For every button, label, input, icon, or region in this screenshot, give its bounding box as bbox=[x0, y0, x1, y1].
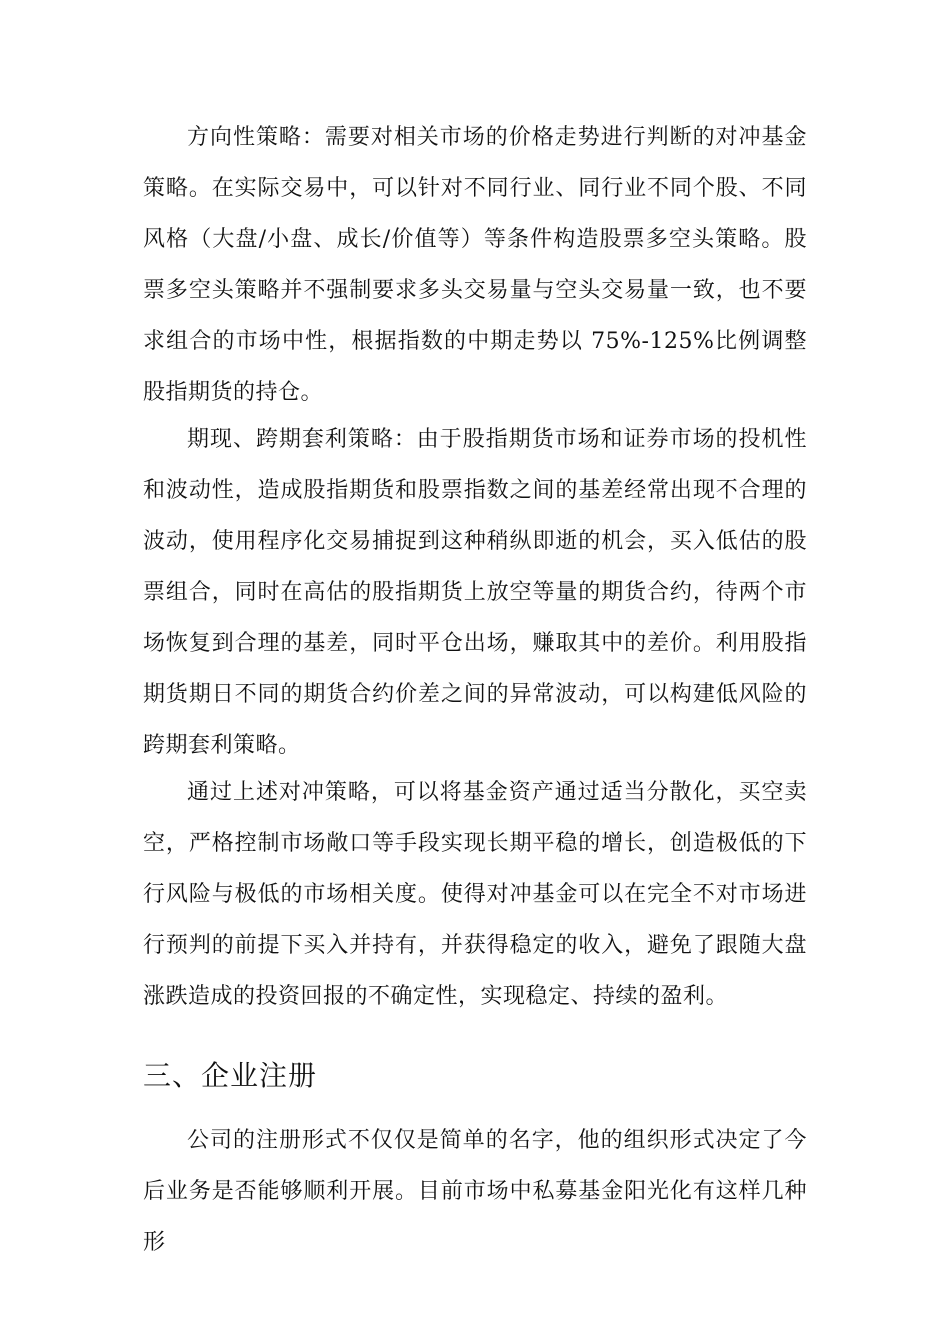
paragraph-directional-strategy: 方向性策略：需要对相关市场的价格走势进行判断的对冲基金策略。在实际交易中，可以针对不同行业、同行业不同个股、不同风格（大盘/小盘、成长/价值等）等条件构造股票多空头策略。股票多空头策略并不强制要求多头交易量与空头交易量一致，也不要求组合的市场中性，根据指数的中期走势以 75%-125%比例调整股指期货的持仓。 bbox=[143, 125, 807, 405]
paragraph-hedging-summary: 通过上述对冲策略，可以将基金资产通过适当分散化，买空卖空，严格控制市场敞口等手段实现长期平稳的增长，创造极低的下行风险与极低的市场相关度。使得对冲基金可以在完全不对市场进行预判的前提下买入并持有，并获得稳定的收入，避免了跟随大盘涨跌造成的投资回报的不确定性，实现稳定、持续的盈利。 bbox=[143, 780, 807, 1009]
paragraph-arbitrage-strategy: 期现、跨期套利策略：由于股指期货市场和证券市场的投机性和波动性，造成股指期货和股票指数之间的基差经常出现不合理的波动，使用程序化交易捕捉到这种稍纵即逝的机会，买入低估的股票组合，同时在高估的股指期货上放空等量的期货合约，待两个市场恢复到合理的基差，同时平仓出场，赚取其中的差价。利用股指期货期日不同的期货合约价差之间的异常波动，可以构建低风险的跨期套利策略。 bbox=[143, 427, 807, 758]
section-heading: 三、企业注册 bbox=[143, 1059, 318, 1092]
paragraph-company-registration: 公司的注册形式不仅仅是简单的名字，他的组织形式决定了今后业务是否能够顺利开展。目前市场中私募基金阳光化有这样几种形 bbox=[143, 1128, 807, 1255]
